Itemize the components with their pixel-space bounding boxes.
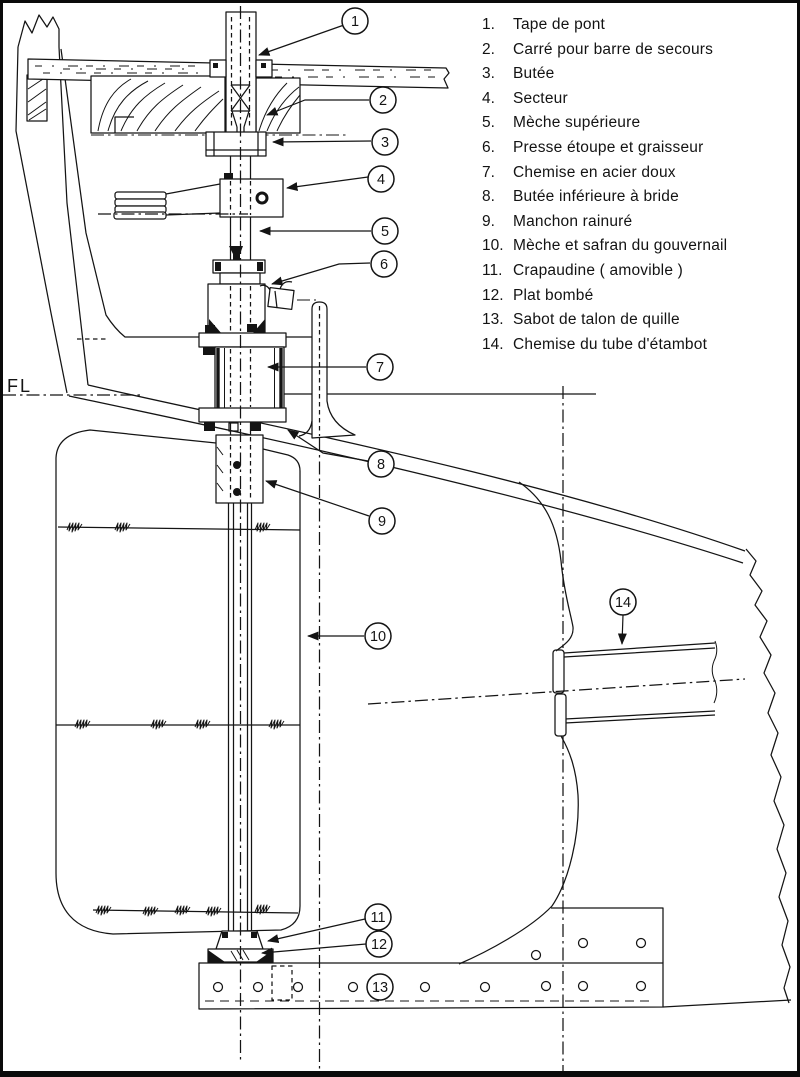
legend-item [482, 188, 798, 213]
callout-14 [610, 589, 636, 615]
legend-item-label: Manchon rainuré [513, 212, 633, 230]
callout-9 [369, 508, 395, 534]
legend-item-label: Secteur [513, 89, 568, 107]
svg-text:6: 6 [379, 257, 389, 273]
legend-item [482, 16, 798, 41]
thrust-collar [206, 132, 266, 156]
callout-5 [372, 218, 398, 244]
legend-item-label: Butée [513, 65, 555, 83]
grease-cup [260, 282, 316, 310]
legend-item [482, 90, 798, 115]
callout-2 [370, 87, 396, 113]
legend-item [482, 237, 798, 262]
svg-text:13: 13 [371, 980, 389, 996]
svg-text:3: 3 [380, 135, 390, 151]
legend-item-number: 14. [482, 335, 504, 353]
legend-item-number: 10. [482, 237, 504, 255]
stern-tube [553, 641, 717, 736]
legend-item [482, 336, 798, 361]
callout-12 [366, 931, 392, 957]
legend-item [482, 65, 798, 90]
legend-item-number: 2. [482, 40, 495, 58]
stuffing-box [208, 260, 316, 334]
parts-legend [482, 16, 798, 360]
callout-1 [342, 8, 368, 34]
legend-item-number: 7. [482, 163, 495, 181]
grooved-sleeve [216, 435, 263, 503]
stock-sleeve-tube [199, 324, 286, 431]
svg-text:4: 4 [376, 172, 386, 188]
svg-text:2: 2 [378, 93, 388, 109]
legend-item [482, 164, 798, 189]
legend-item-label: Mèche supérieure [513, 114, 641, 132]
deck-cap-tab [256, 60, 272, 77]
svg-text:1: 1 [350, 14, 360, 30]
legend-item [482, 311, 798, 336]
svg-text:14: 14 [614, 595, 632, 611]
svg-text:12: 12 [370, 937, 388, 953]
callout-11 [365, 904, 391, 930]
svg-text:8: 8 [376, 457, 386, 473]
callout-3 [372, 129, 398, 155]
deck-cap-tab [210, 60, 226, 77]
legend-item-label: Presse étoupe et graisseur [513, 138, 704, 156]
svg-text:7: 7 [375, 360, 385, 376]
steering-sector [114, 173, 283, 219]
svg-text:11: 11 [370, 910, 386, 926]
svg-text:10: 10 [369, 629, 387, 645]
callout-8 [368, 451, 394, 477]
legend-item [482, 213, 798, 238]
legend-item-label: Butée inférieure à bride [513, 188, 679, 206]
callout-13 [367, 974, 393, 1000]
callout-4 [368, 166, 394, 192]
legend-item [482, 139, 798, 164]
legend-item-number: 3. [482, 65, 495, 83]
legend-item-label: Mèche et safran du gouvernail [513, 237, 728, 255]
svg-text:9: 9 [377, 514, 387, 530]
legend-item-number: 12. [482, 286, 504, 304]
legend-item-number: 8. [482, 188, 495, 206]
rudder-post [299, 302, 355, 438]
svg-text:5: 5 [380, 224, 390, 240]
callout-10 [365, 623, 391, 649]
legend-item-label: Chemise en acier doux [513, 163, 676, 181]
legend-item-number: 5. [482, 114, 495, 132]
legend-item [482, 41, 798, 66]
legend-item-label: Chemise du tube d'étambot [513, 335, 708, 353]
legend-item [482, 287, 798, 312]
stern-break-edge [746, 549, 790, 1003]
lower-flange [199, 408, 286, 422]
legend-item-label: Plat bombé [513, 286, 594, 304]
legend-item-label: Crapaudine ( amovible ) [513, 261, 684, 279]
legend-item-label: Tape de pont [513, 16, 606, 33]
legend-item-label: Carré pour barre de secours [513, 40, 714, 58]
callout-7 [367, 354, 393, 380]
legend-item-number: 4. [482, 89, 495, 107]
legend-item-number: 1. [482, 16, 495, 33]
legend-item-number: 9. [482, 212, 495, 230]
rudder-blade [56, 430, 300, 934]
legend-item-label: Sabot de talon de quille [513, 311, 680, 329]
legend-item-number: 6. [482, 138, 495, 156]
legend-item [482, 114, 798, 139]
waterline-label: FL [7, 376, 33, 396]
legend-item-number: 13. [482, 311, 504, 329]
legend-item-number: 11. [482, 261, 503, 279]
callout-6 [371, 251, 397, 277]
legend-item [482, 262, 798, 287]
